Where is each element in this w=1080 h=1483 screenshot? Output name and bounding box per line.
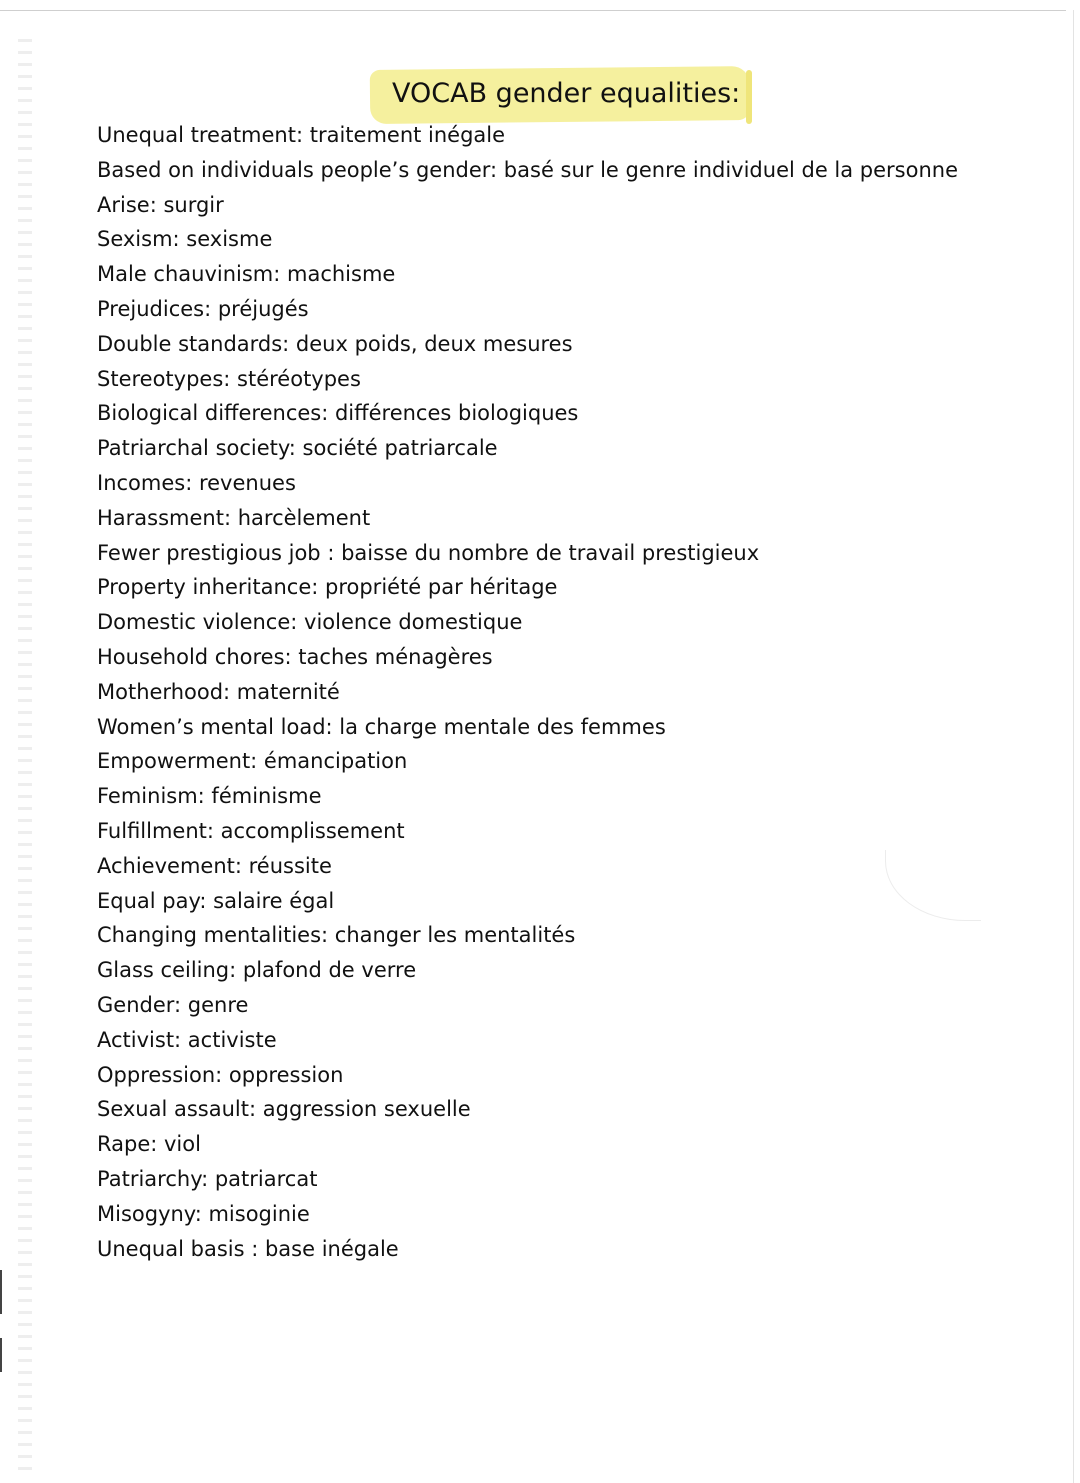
vocab-item: Fewer prestigious job : baisse du nombre de travail prestigieux bbox=[97, 540, 760, 565]
vocab-item: Women’s mental load: la charge mentale des femmes bbox=[97, 714, 666, 739]
vocab-item: Oppression: oppression bbox=[97, 1062, 344, 1087]
vocab-item: Feminism: féminisme bbox=[97, 784, 322, 809]
vocab-item: Based on individuals people’s gender: basé sur le genre individuel de la personne bbox=[97, 157, 959, 182]
vocab-item: Glass ceiling: plafond de verre bbox=[97, 958, 417, 983]
vocab-list bbox=[97, 118, 957, 1266]
page-title: VOCAB gender equalities: bbox=[392, 78, 741, 109]
vocab-item: Equal pay: salaire égal bbox=[97, 888, 335, 913]
title-highlight-edge bbox=[746, 70, 752, 124]
vocab-item: Rape: viol bbox=[97, 1132, 201, 1157]
vocab-item: Sexism: sexisme bbox=[97, 227, 273, 252]
vocab-item: Patriarchal society: société patriarcale bbox=[97, 436, 498, 461]
vocab-item: Activist: activiste bbox=[97, 1027, 277, 1052]
vocab-item: Sexual assault: aggression sexuelle bbox=[97, 1097, 471, 1122]
page-binding-holes bbox=[18, 30, 32, 1470]
vocab-item: Unequal basis : base inégale bbox=[97, 1236, 399, 1261]
vocab-item: Achievement: réussite bbox=[97, 853, 332, 878]
vocab-item: Incomes: revenues bbox=[97, 470, 296, 495]
vocab-item: Property inheritance: propriété par héritage bbox=[97, 575, 558, 600]
vocab-item: Fulfillment: accomplissement bbox=[97, 818, 405, 843]
page-left-mark bbox=[0, 1338, 2, 1372]
vocab-item: Household chores: taches ménagères bbox=[97, 644, 493, 669]
vocab-item: Harassment: harcèlement bbox=[97, 505, 371, 530]
vocab-item: Misogyny: misoginie bbox=[97, 1201, 310, 1226]
vocab-item: Patriarchy: patriarcat bbox=[97, 1166, 318, 1191]
page-left-mark bbox=[0, 1270, 2, 1314]
vocab-item: Prejudices: préjugés bbox=[97, 296, 309, 321]
vocab-item: Biological differences: différences biologiques bbox=[97, 401, 579, 426]
vocab-item: Unequal treatment: traitement inégale bbox=[97, 123, 506, 147]
vocab-item: Empowerment: émancipation bbox=[97, 749, 408, 774]
vocab-item: Stereotypes: stéréotypes bbox=[97, 366, 361, 391]
vocab-item: Changing mentalities: changer les mentalités bbox=[97, 923, 576, 948]
vocab-item: Male chauvinism: machisme bbox=[97, 262, 396, 287]
vocab-item: Double standards: deux poids, deux mesures bbox=[97, 331, 573, 356]
vocab-item: Arise: surgir bbox=[97, 192, 224, 217]
vocab-item: Domestic violence: violence domestique bbox=[97, 610, 523, 635]
page-right-edge bbox=[1073, 10, 1074, 1483]
vocab-item: Motherhood: maternité bbox=[97, 679, 340, 704]
page-top-edge bbox=[0, 10, 1066, 11]
vocab-item: Gender: genre bbox=[97, 992, 249, 1017]
